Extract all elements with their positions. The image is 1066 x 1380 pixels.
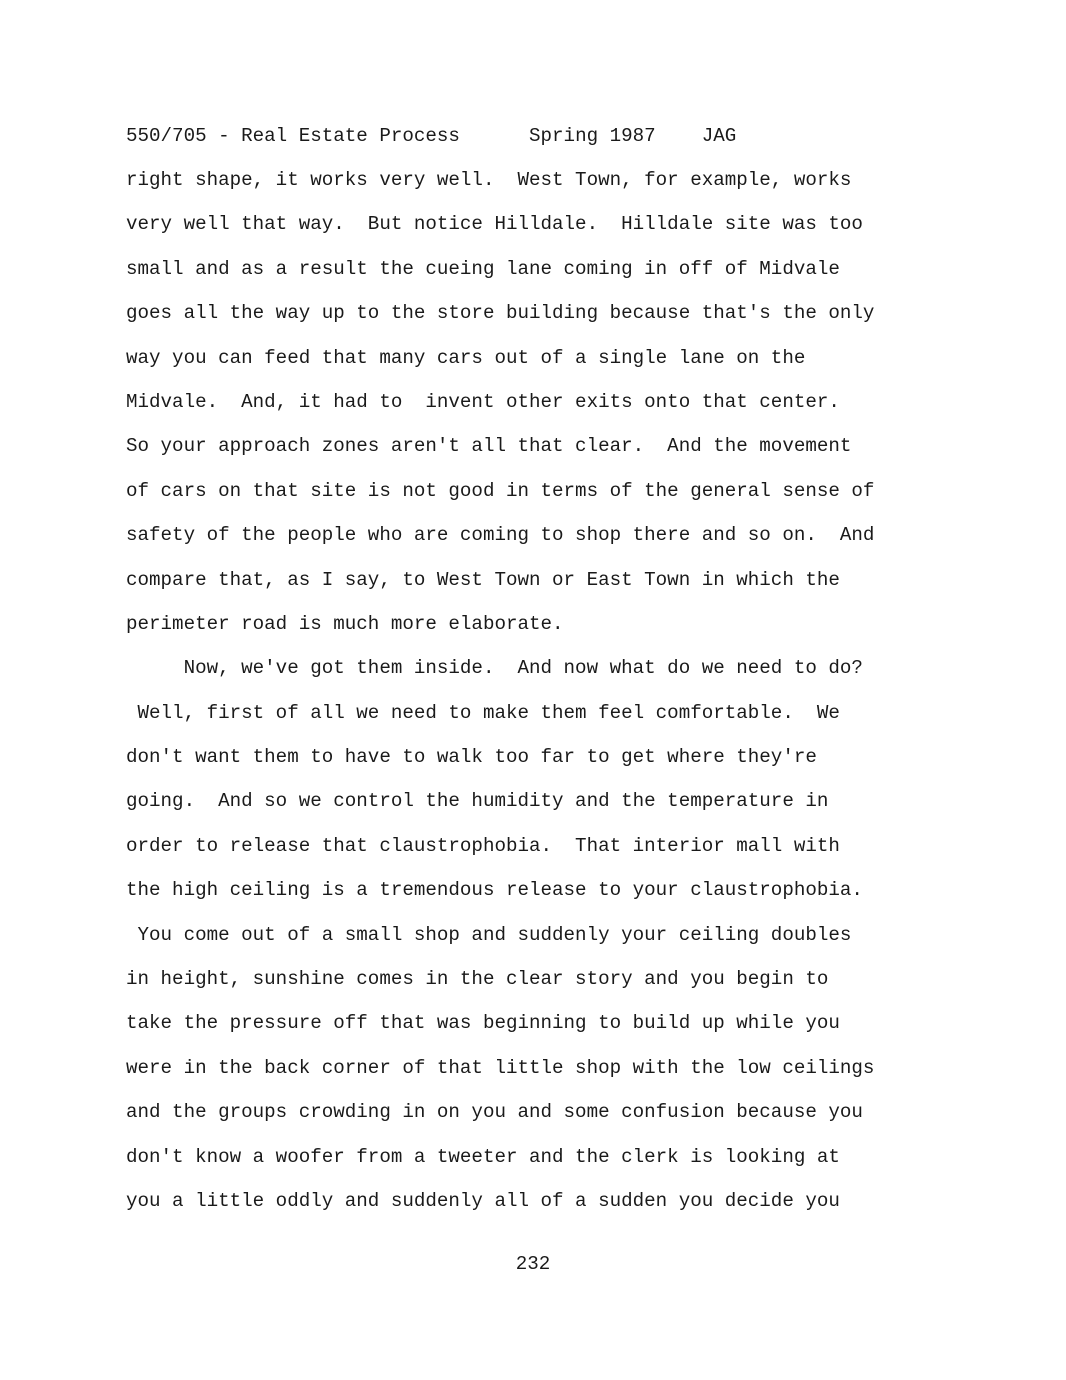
text-line: take the pressure off that was beginning to build up while you (126, 1012, 840, 1035)
header-term: Spring 1987 (529, 125, 656, 147)
text-line: you a little oddly and suddenly all of a sudden you decide you (126, 1189, 840, 1212)
body-text (126, 166, 986, 1231)
text-line: don't know a woofer from a tweeter and the clerk is looking at (126, 1145, 840, 1168)
text-line: order to release that claustrophobia. That interior mall with (126, 834, 840, 857)
text-line: in height, sunshine comes in the clear story and you begin to (126, 968, 829, 991)
page-number: 232 (515, 1253, 551, 1275)
text-line: Now, we've got them inside. And now what do we need to do? (126, 657, 863, 680)
text-line: and the groups crowding in on you and some confusion because you (126, 1101, 863, 1124)
text-line: the high ceiling is a tremendous release to your claustrophobia. (126, 879, 863, 902)
text-line: of cars on that site is not good in terms of the general sense of (126, 479, 875, 502)
page-header (126, 122, 736, 150)
text-line: goes all the way up to the store building because that's the only (126, 302, 875, 325)
header-course: 550/705 - Real Estate Process (126, 125, 460, 147)
header-initials: JAG (701, 125, 737, 147)
text-line: compare that, as I say, to West Town or East Town in which the (126, 568, 840, 591)
text-line: Midvale. And, it had to invent other exits onto that center. (126, 390, 840, 413)
text-line: perimeter road is much more elaborate. (126, 612, 564, 635)
text-line: small and as a result the cueing lane coming in off of Midvale (126, 257, 840, 280)
text-line: way you can feed that many cars out of a single lane on the (126, 346, 806, 369)
text-line: You come out of a small shop and suddenly your ceiling doubles (126, 923, 852, 946)
text-line: Well, first of all we need to make them feel comfortable. We (126, 701, 840, 724)
text-line: very well that way. But notice Hilldale. Hilldale site was too (126, 213, 863, 236)
text-line: were in the back corner of that little shop with the low ceilings (126, 1056, 875, 1079)
text-line: going. And so we control the humidity and the temperature in (126, 790, 829, 813)
text-line: safety of the people who are coming to shop there and so on. And (126, 524, 875, 547)
text-line: don't want them to have to walk too far to get where they're (126, 746, 817, 769)
text-line: right shape, it works very well. West Town, for example, works (126, 169, 852, 191)
text-line: So your approach zones aren't all that clear. And the movement (126, 435, 852, 458)
